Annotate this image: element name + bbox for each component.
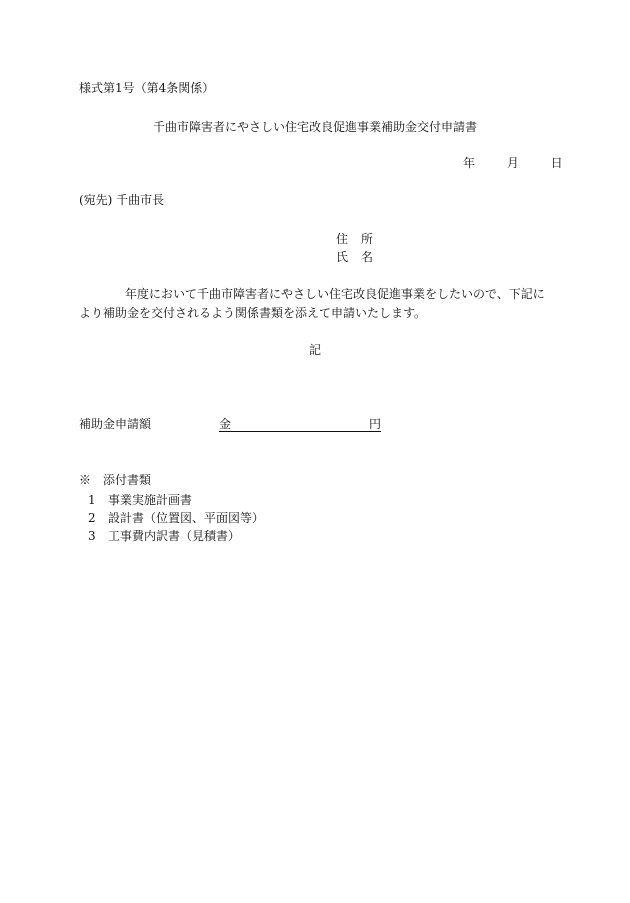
- day-label: 日: [550, 156, 563, 170]
- name-label: 氏名: [336, 250, 387, 264]
- amount-prefix: 金: [219, 417, 232, 431]
- list-item: [88, 509, 264, 527]
- item-number: 3: [88, 529, 96, 543]
- address-label: 住所: [336, 232, 387, 246]
- form-number: 様式第1号（第4条関係）: [79, 81, 215, 95]
- list-item: [88, 527, 264, 545]
- list-item: [88, 491, 264, 509]
- document-title: 千曲市障害者にやさしい住宅改良促進事業補助金交付申請書: [152, 120, 477, 134]
- ki-heading: 記: [308, 343, 321, 357]
- item-text: 事業実施計画書: [108, 493, 193, 507]
- item-number: 2: [88, 511, 96, 525]
- item-text: 工事費内訳書（見積書）: [108, 529, 241, 543]
- date-row: [463, 155, 563, 171]
- amount-field[interactable]: [219, 416, 381, 432]
- item-number: 1: [88, 493, 96, 507]
- amount-suffix: 円: [368, 417, 381, 431]
- month-label: 月: [506, 156, 519, 170]
- item-text: 設計書（位置図、平面図等）: [108, 511, 265, 525]
- amount-label: 補助金申請額: [79, 417, 152, 431]
- attachments-list: [88, 491, 264, 545]
- application-body-text: 年度において千曲市障害者にやさしい住宅改良促進事業をしたいので、下記により補助金を交付されるよう関係書類を添えて申請いたします。: [79, 287, 545, 320]
- year-label: 年: [463, 156, 476, 170]
- addressee: (宛先) 千曲市長: [79, 193, 165, 207]
- attachments-heading: ※ 添付書類: [79, 473, 152, 487]
